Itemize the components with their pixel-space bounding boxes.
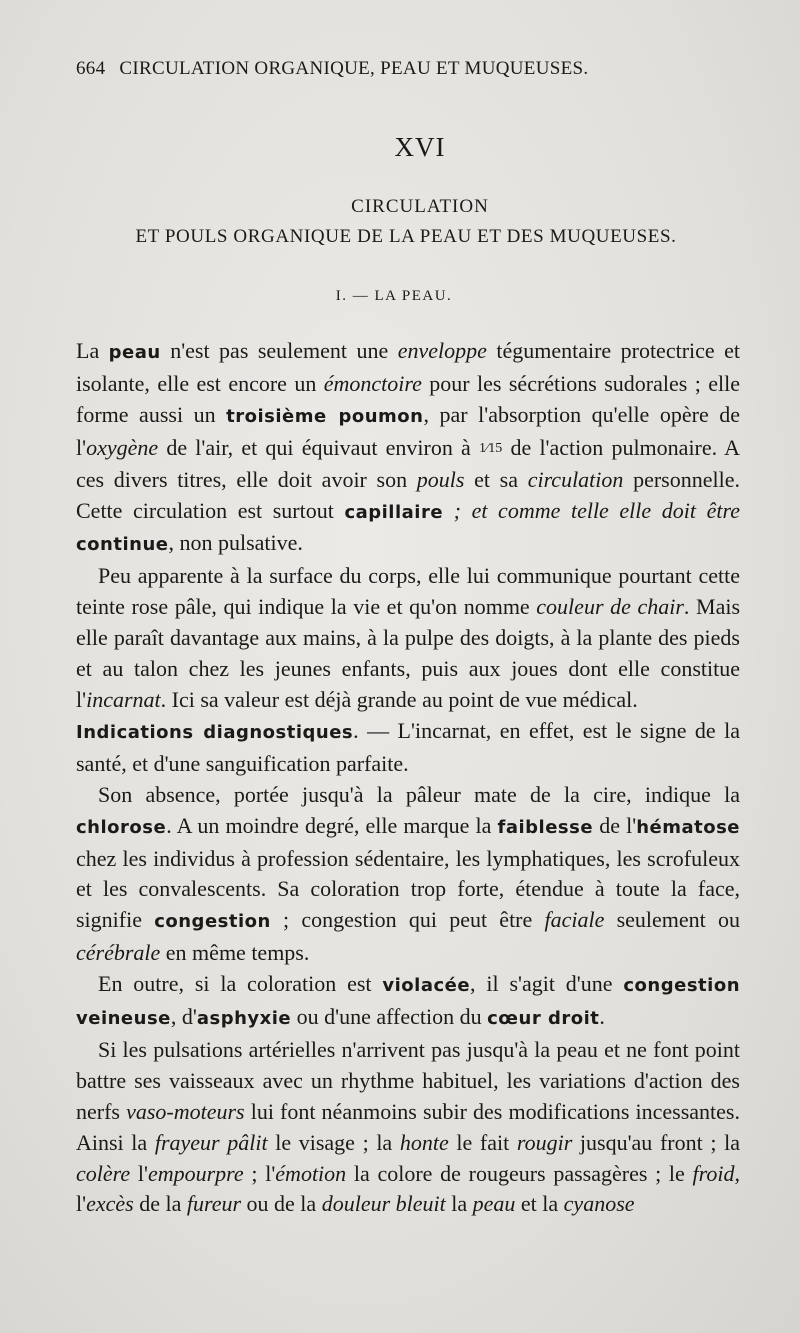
paragraph-peau: La peau n'est pas seulement une enveloppe tégumentaire protectrice et isolante, elle est encore un émonctoire pour les sécrétions sudorales ; elle forme aussi un troisième poumon, par l'absorption qu'elle opère de l'oxygène de l'air, et qui équivaut environ à 1⁄15 de l'action pulmonaire. A ces divers titres, elle doit avoir son pouls et sa circulation personnelle. Cette circulation est surtout capillaire ; et comme telle elle doit être continue, non pulsative. — [76, 338, 741, 556]
paragraph-couleur: Peu apparente à la surface du corps, elle lui communique pourtant cette teinte rose pâle, qui indique la vie et qu'on nomme couleur de chair. Mais elle paraît davantage aux mains, à la pulpe des doigts, à la plante des pieds et au talon chez les jeunes enfants, puis aux joues dont elle constitue l'incarnat. Ici sa valeur est déjà grande au point de vue médical. — [76, 563, 741, 712]
paragraph-pulsations: Si les pulsations artérielles n'arrivent pas jusqu'à la peau et ne font point battre ses vaisseaux avec un rhythme habituel, les variations d'action des nerfs vaso-moteurs lui font néanmoins subir des modifications incessantes. Ainsi la frayeur pâlit le visage ; la honte le fait rougir jusqu'au front ; la colère l'empourpre ; l'émotion la colore de rougeurs passagères ; le froid, l'excès de la fureur ou de la douleur bleuit la peau et la cyanose — [76, 1036, 740, 1217]
paragraph-indications: Indications diagnostiques. — L'incarnat, en effet, est le signe de la santé, et d'une sanguification parfaite. — [76, 717, 740, 776]
section-title: I. — LA PEAU. — [335, 288, 453, 304]
page-number: 664 — [76, 58, 106, 79]
body-text — [76, 336, 740, 1220]
chapter-number: XVI — [394, 132, 446, 162]
running-header — [76, 58, 696, 80]
paragraph-violacee: En outre, si la coloration est violacée, il s'agit d'une congestion veineuse, d'asphyxie ou d'une affection du cœur droit. — [76, 971, 741, 1030]
chapter-title-line2: ET POULS ORGANIQUE DE LA PEAU ET DES MUQUEUSES. — [135, 226, 677, 247]
paragraph-absence: Son absence, portée jusqu'à la pâleur mate de la cire, indique la chlorose. A un moindre degré, elle marque la faiblesse de l'hématose chez les individus à profession sédentaire, les lymphatiques, les scrofuleux et les convalescents. Sa coloration trop forte, étendue à toute la face, signifie congestion ; congestion qui peut être faciale seulement ou cérébrale en même temps. — [76, 781, 741, 966]
chapter-title-line1: CIRCULATION — [351, 196, 489, 217]
running-title: CIRCULATION ORGANIQUE, PEAU ET MUQUEUSES. — [119, 58, 589, 79]
